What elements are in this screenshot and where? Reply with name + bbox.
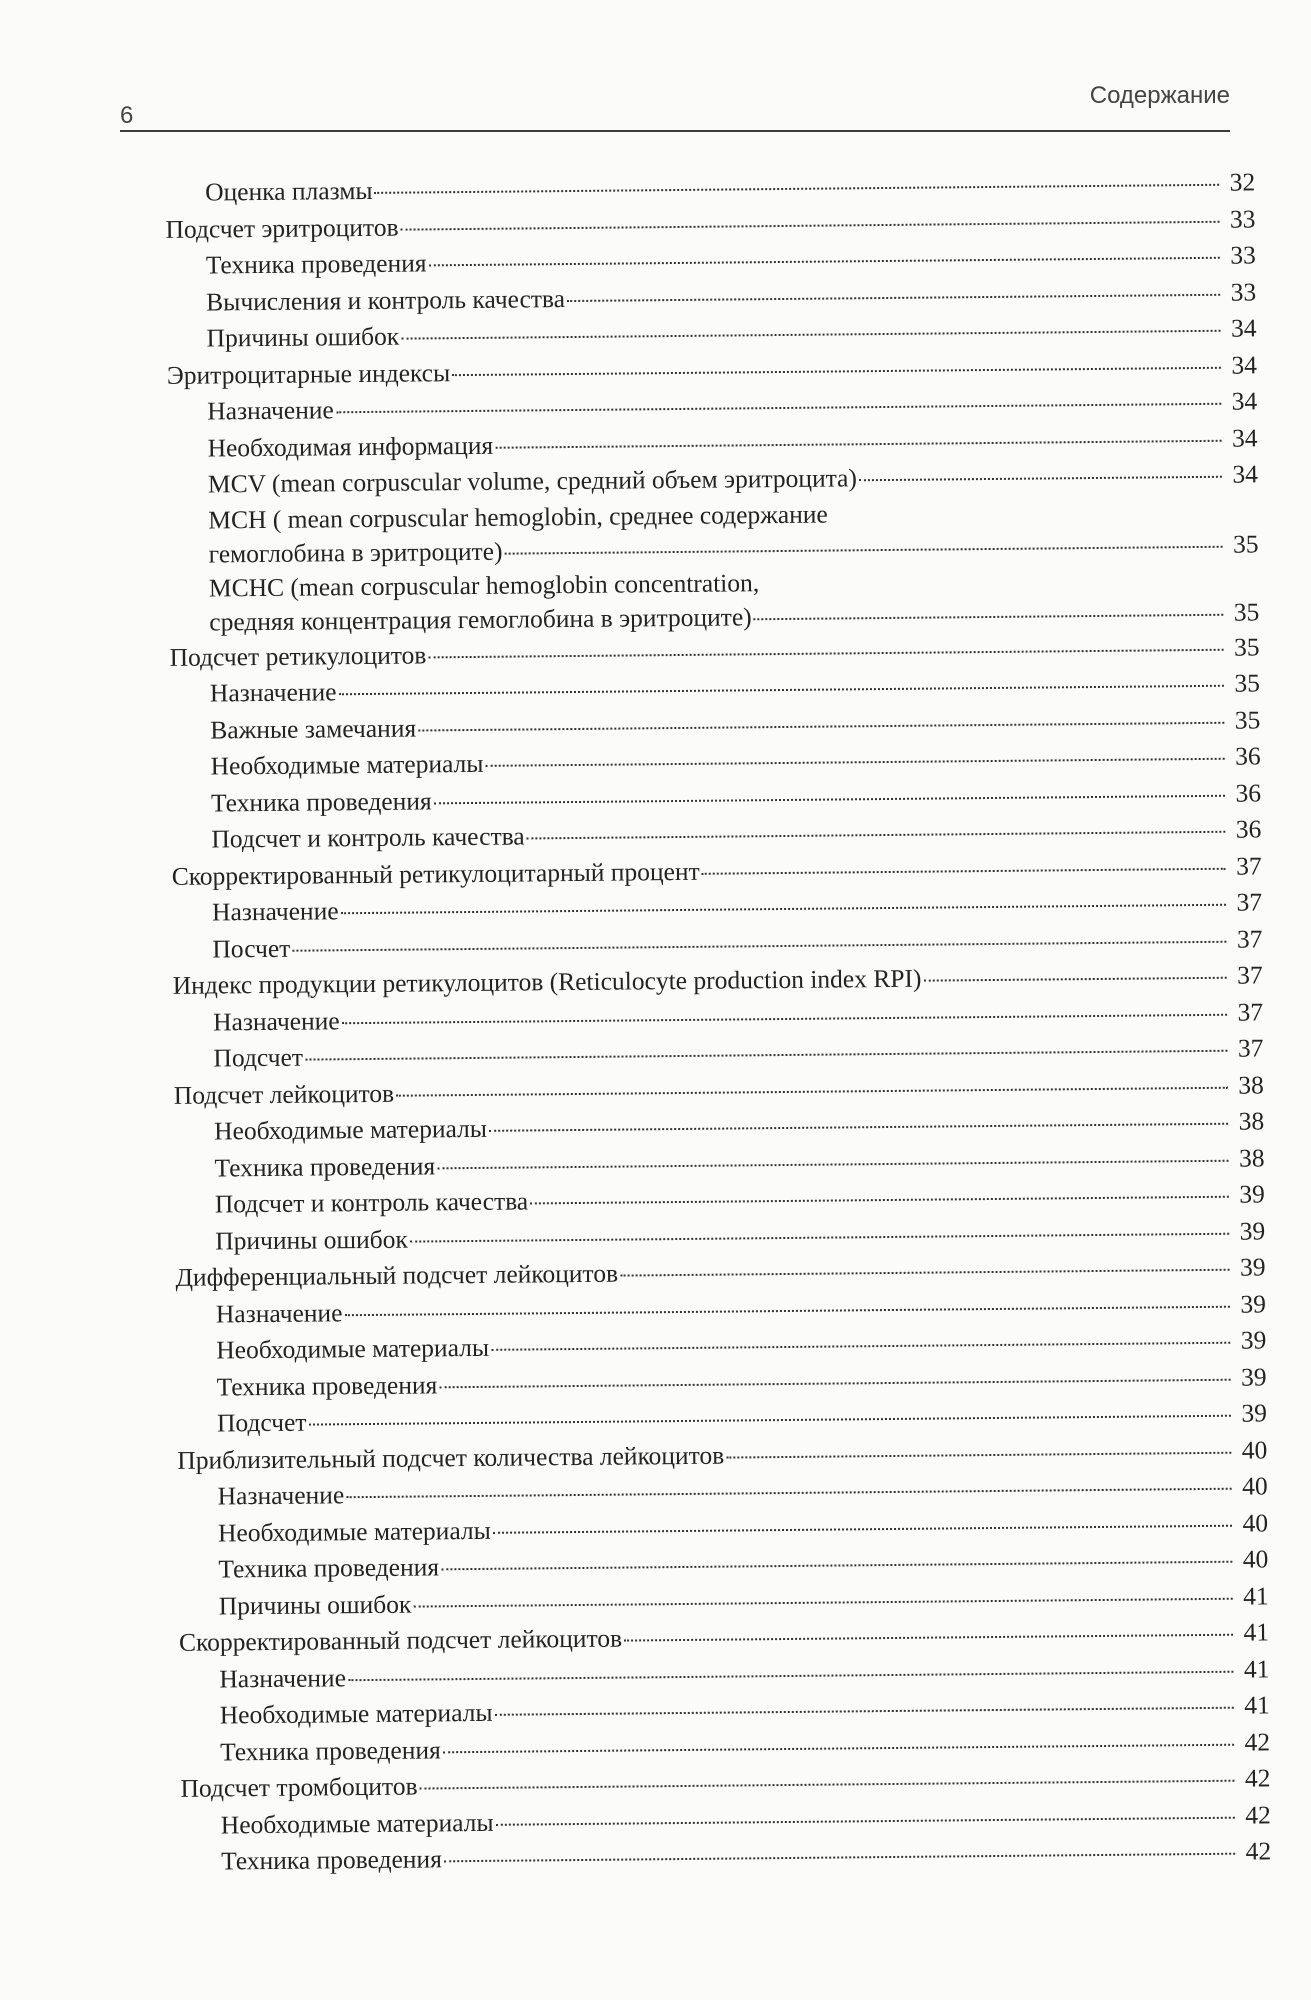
toc-page-number: 39: [1239, 1215, 1266, 1246]
toc-entry-title: Подсчет и контроль качества: [211, 821, 525, 854]
toc-entry-title: Назначение: [219, 1662, 347, 1693]
dot-leader: [567, 293, 1220, 301]
toc-page-number: 39: [1240, 1361, 1267, 1392]
toc-entry-title: Посчет: [212, 933, 291, 963]
dot-leader: [495, 439, 1221, 448]
toc-entry-title: Причины ошибок: [218, 1589, 412, 1620]
dot-leader: [859, 476, 1222, 481]
dot-leader: [496, 1816, 1235, 1825]
dot-leader: [346, 1488, 1231, 1498]
toc-page-number: 37: [1236, 887, 1263, 917]
toc-page-number: 41: [1243, 1580, 1269, 1611]
toc-page-number: 37: [1236, 850, 1262, 881]
toc-entry-title: Необходимая информация: [207, 430, 494, 463]
toc-entry-title: Техника проведения: [218, 1552, 440, 1584]
dot-leader: [342, 1013, 1227, 1023]
toc-entry-title: Необходимые материалы: [217, 1515, 491, 1547]
toc-entry-title: Необходимые материалы: [220, 1807, 494, 1839]
page-number: 6: [120, 102, 134, 129]
dot-leader: [620, 1269, 1229, 1277]
toc-page-number: 38: [1238, 1142, 1265, 1173]
toc-page-number: 42: [1245, 1836, 1272, 1866]
toc-page-number: 32: [1229, 167, 1256, 197]
dot-leader: [401, 330, 1220, 340]
toc-page-number: 35: [1234, 704, 1261, 735]
toc-page-number: 37: [1237, 960, 1263, 990]
dot-leader: [527, 831, 1226, 840]
dot-leader: [491, 1342, 1230, 1351]
page-header: [120, 80, 1230, 132]
toc-page-number: 37: [1236, 923, 1263, 954]
toc-page-number: 35: [1233, 596, 1260, 627]
dot-leader: [375, 184, 1220, 194]
dot-leader: [305, 1050, 1227, 1061]
table-of-contents: [155, 164, 1271, 1880]
toc-page-number: 35: [1232, 528, 1259, 559]
toc-page-number: 41: [1243, 1653, 1270, 1684]
toc-entry[interactable]: [158, 493, 1259, 572]
toc-entry-title: Подсчет эритроцитов: [165, 212, 399, 244]
toc-page-number: 34: [1231, 349, 1258, 380]
toc-entry-title: Вычисления и контроль качества: [206, 283, 566, 317]
toc-page-number: 41: [1243, 1617, 1270, 1647]
toc-page-number: 34: [1230, 313, 1257, 343]
toc-page-number: 38: [1238, 1106, 1265, 1136]
toc-entry-title: MCHC (mean corpuscular hemoglobin concentration,: [208, 567, 760, 603]
dot-leader: [429, 257, 1220, 267]
toc-page-number: 34: [1231, 386, 1258, 416]
section-title: Содержание: [1089, 82, 1230, 109]
toc-entry-title: Техника проведения: [219, 1734, 441, 1766]
toc-page-number: 40: [1242, 1507, 1269, 1538]
dot-leader: [437, 1159, 1228, 1169]
dot-leader: [505, 545, 1223, 554]
dot-leader: [410, 1232, 1229, 1242]
dot-leader: [348, 1670, 1233, 1680]
dot-leader: [308, 1415, 1230, 1426]
toc-page-number: 40: [1242, 1544, 1269, 1574]
dot-leader: [292, 940, 1226, 951]
toc-page-number: 39: [1240, 1325, 1267, 1355]
dot-leader: [396, 1086, 1228, 1096]
toc-entry-title: Назначение: [209, 677, 337, 708]
toc-entry-title: Подсчет: [213, 1042, 304, 1073]
toc-entry-title: Эритроцитарные индексы: [166, 357, 451, 390]
toc-page-number: 40: [1241, 1471, 1268, 1501]
toc-entry-title: Дифференциальный подсчет лейкоцитов: [175, 1258, 619, 1292]
dot-leader: [726, 1451, 1231, 1458]
dot-leader: [344, 1305, 1229, 1315]
toc-entry-title: Техника проведения: [216, 1369, 438, 1401]
toc-entry-title: Техника проведения: [205, 248, 427, 280]
dot-leader: [443, 1743, 1234, 1753]
dot-leader: [923, 977, 1226, 982]
toc-entry-title: Важные замечания: [210, 713, 417, 744]
toc-page-number: 40: [1241, 1434, 1268, 1465]
dot-leader: [439, 1378, 1230, 1388]
toc-page-number: 42: [1245, 1799, 1271, 1830]
dot-leader: [434, 794, 1225, 804]
dot-leader: [489, 1123, 1228, 1132]
dot-leader: [336, 403, 1221, 413]
toc-page-number: 41: [1244, 1690, 1270, 1720]
toc-entry-title: MCV (mean corpuscular volume, средний объем эритроцита): [207, 463, 858, 499]
toc-entry-title: Необходимые материалы: [219, 1697, 493, 1730]
toc-entry-title: Техника проведения: [210, 785, 432, 817]
toc-page-number: 33: [1230, 240, 1256, 270]
toc-entry-title: Назначение: [212, 1005, 340, 1036]
toc-page-number: 39: [1239, 1252, 1266, 1282]
toc-page-number: 34: [1231, 422, 1258, 453]
toc-page-number: 38: [1238, 1069, 1264, 1100]
dot-leader: [338, 685, 1223, 695]
dot-leader: [428, 648, 1223, 658]
toc-page-number: 36: [1234, 741, 1261, 771]
toc-entry-title: Скорректированный ретикулоцитарный процент: [171, 856, 700, 891]
dot-leader: [401, 220, 1220, 230]
toc-entry-title: Подсчет тромбоцитов: [180, 1771, 418, 1803]
toc-entry-title-cont: гемоглобина в эритроците): [208, 536, 503, 569]
toc-entry-title: Необходимые материалы: [214, 1113, 488, 1146]
toc-entry-title: Индекс продукции ретикулоцитов (Reticulocyte production index RPI): [172, 963, 922, 1000]
toc-page-number: 35: [1233, 631, 1260, 662]
toc-entry-title: Техника проведения: [221, 1844, 442, 1876]
dot-leader: [452, 366, 1221, 375]
toc-entry-title: Назначение: [207, 395, 334, 426]
toc-entry-title: Необходимые материалы: [210, 748, 484, 781]
dot-leader: [420, 1780, 1235, 1790]
dot-leader: [441, 1561, 1232, 1571]
toc-page-number: 42: [1244, 1763, 1271, 1793]
dot-leader: [413, 1597, 1232, 1607]
toc-entry-title: Причины ошибок: [206, 321, 400, 353]
toc-page-number: 37: [1237, 996, 1264, 1027]
toc-entry-title: Подсчет и контроль качества: [214, 1186, 529, 1219]
dot-leader: [754, 613, 1224, 620]
dot-leader: [341, 904, 1226, 914]
toc-entry-title: Назначение: [217, 1480, 345, 1511]
toc-entry[interactable]: [159, 561, 1260, 640]
toc-entry-title: Оценка плазмы: [205, 175, 373, 207]
toc-entry-title: Необходимые материалы: [216, 1332, 490, 1365]
dot-leader: [495, 1707, 1234, 1716]
toc-page-number: 33: [1229, 203, 1256, 234]
toc-entry-title: Подсчет ретикулоцитов: [169, 639, 427, 672]
toc-page-number: 34: [1232, 459, 1259, 489]
toc-entry-title: Подсчет: [216, 1407, 307, 1438]
toc-entry-title: Скорректированный подсчет лейкоцитов: [178, 1623, 623, 1657]
toc-page-number: 36: [1235, 777, 1262, 808]
toc-entry-title: Техника проведения: [214, 1150, 436, 1182]
toc-entry-title: Назначение: [211, 896, 339, 927]
toc-page-number: 42: [1244, 1726, 1271, 1757]
dot-leader: [444, 1853, 1235, 1863]
toc-entry-title-cont: средняя концентрация гемоглобина в эритроците): [209, 601, 752, 636]
toc-entry-title: Приблизительный подсчет количества лейкоцитов: [177, 1440, 725, 1475]
toc-page-number: 39: [1241, 1398, 1268, 1428]
toc-page-number: 39: [1240, 1288, 1267, 1319]
toc-page-number: 37: [1237, 1033, 1264, 1063]
toc-entry-title: Подсчет лейкоцитов: [173, 1078, 395, 1110]
dot-leader: [418, 721, 1224, 731]
toc-page-number: 35: [1234, 668, 1261, 698]
toc-entry-title: Причины ошибок: [215, 1224, 408, 1255]
dot-leader: [485, 758, 1224, 767]
toc-page-number: 39: [1239, 1179, 1265, 1209]
toc-entry-title: Назначение: [215, 1297, 343, 1328]
dot-leader: [493, 1524, 1232, 1533]
toc-page-number: 36: [1235, 814, 1262, 844]
toc-page-number: 33: [1230, 276, 1257, 307]
dot-leader: [702, 867, 1226, 874]
dot-leader: [624, 1634, 1233, 1642]
dot-leader: [530, 1196, 1229, 1205]
toc-entry-title: MCH ( mean corpuscular hemoglobin, среднее содержание: [208, 499, 828, 535]
